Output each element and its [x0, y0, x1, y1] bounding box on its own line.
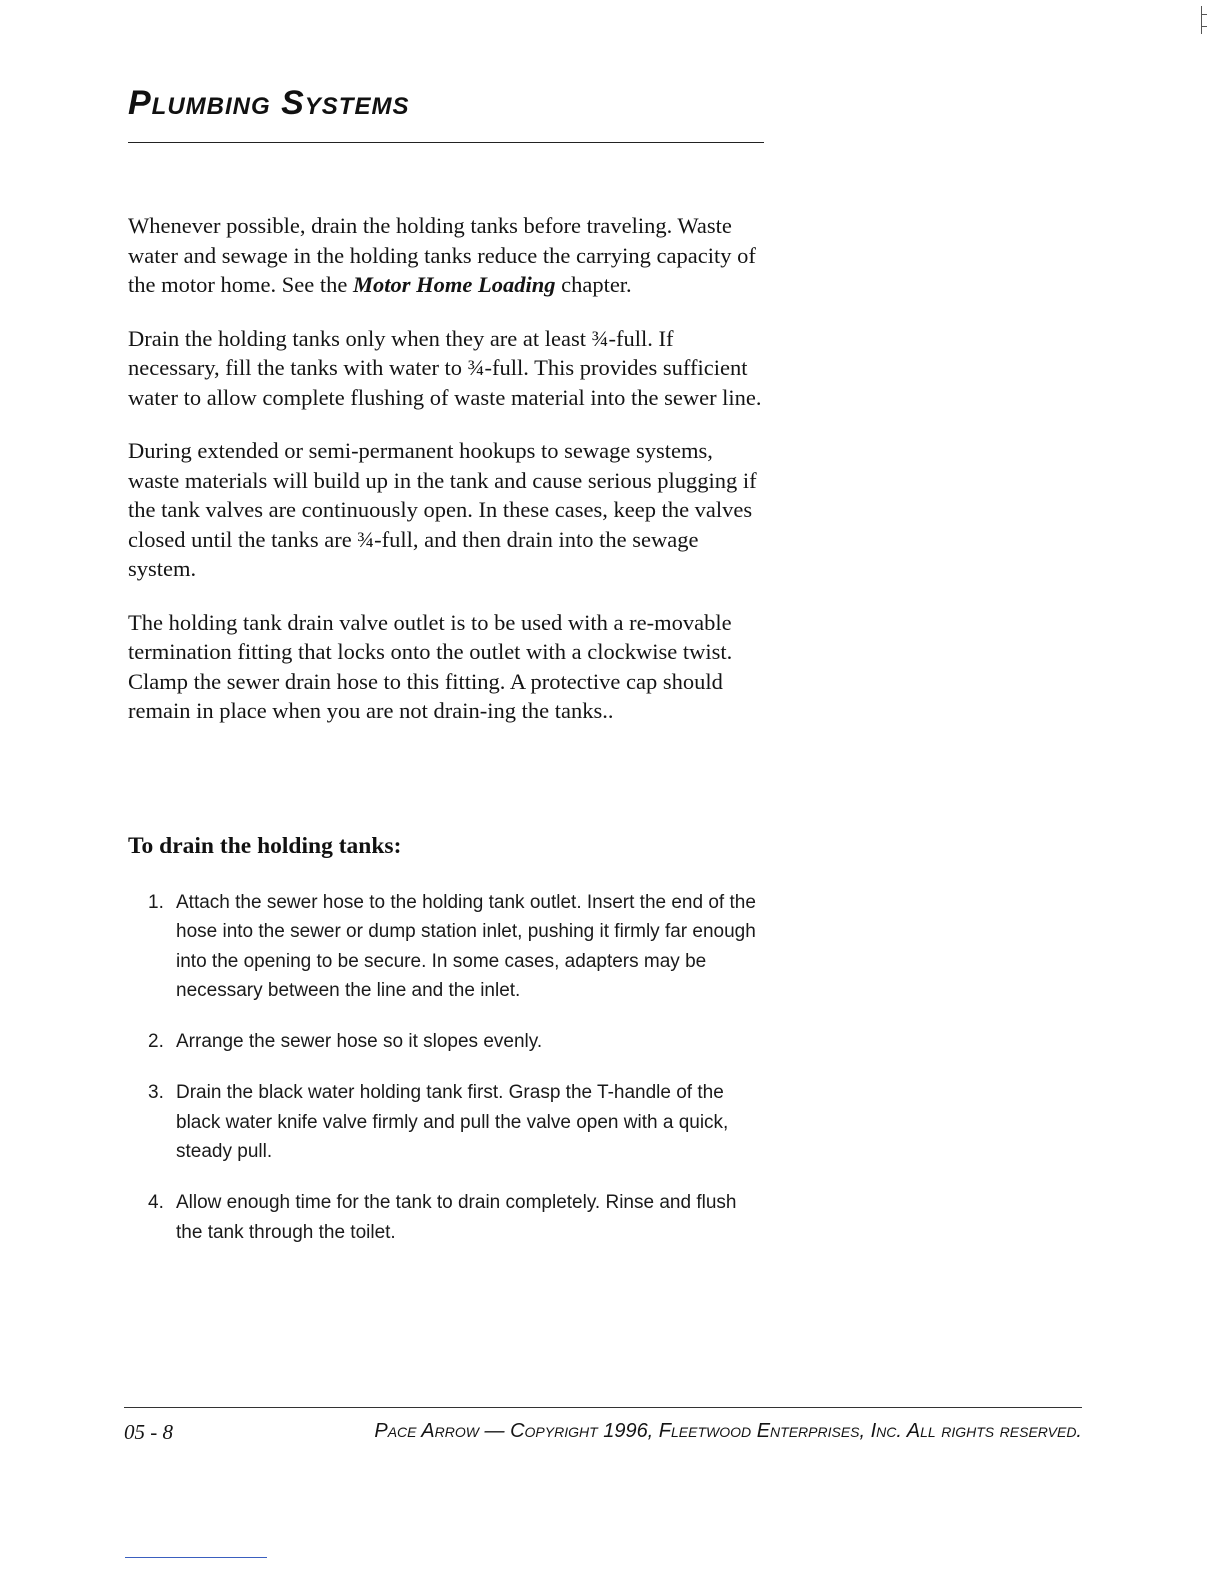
step-text: Attach the sewer hose to the holding tank outlet. Insert the end of the hose into the sewer or dump station inlet, pushing it firmly far enough into the opening to be secure. In some cases, adapters may be necessary between the line and the inlet. [176, 892, 756, 1001]
paragraph-drain-level: Drain the holding tanks only when they are at least ¾-full. If necessary, fill the tanks with water to ¾-full. This provides sufficient water to allow complete flushing of waste material into the sewer line. [128, 325, 762, 410]
step-text: Drain the black water holding tank first. Grasp the T-handle of the black water knife valve firmly and pull the valve open with a quick, steady pull. [176, 1082, 729, 1163]
step-text: Allow enough time for the tank to drain completely. Rinse and flush the tank through the toilet. [176, 1192, 737, 1243]
paragraph-loading [128, 211, 768, 300]
step-number: 2. [148, 1031, 164, 1053]
edge-crop-tick [1201, 26, 1207, 27]
paragraph-loading-end: chapter. [555, 272, 632, 297]
copyright-notice: Pace Arrow — Copyright 1996, Fleetwood Enterprises, Inc. All rights reserved. [374, 1420, 1082, 1442]
procedure-steps [148, 888, 768, 1269]
procedure-heading: To drain the holding tanks: [128, 833, 402, 859]
step-item [148, 1078, 768, 1166]
step-text: Arrange the sewer hose so it slopes evenly. [176, 1031, 543, 1053]
scan-artifact-line [125, 1557, 267, 1558]
paragraph-drain-valve: The holding tank drain valve outlet is to be used with a re-movable termination fitting that locks onto the outlet with a clockwise twist. Clamp the sewer drain hose to this fitting. A protective cap should remain in place when you are not drain-ing the tanks.. [128, 609, 733, 723]
title-rule [128, 142, 764, 143]
footer-rule [124, 1407, 1082, 1408]
step-number: 1. [148, 892, 164, 913]
step-item [148, 1027, 768, 1056]
page-number: 05 - 8 [124, 1420, 173, 1444]
body-text [128, 211, 768, 750]
chapter-reference: Motor Home Loading [352, 272, 556, 297]
edge-crop-tick [1201, 14, 1207, 15]
section-title: Plumbing Systems [128, 84, 410, 122]
step-number: 4. [148, 1192, 164, 1214]
step-item [148, 888, 768, 1005]
step-item [148, 1188, 768, 1247]
paragraph-hookups: During extended or semi-permanent hookups to sewage systems, waste materials will build up in the tank and cause serious plugging if the tank valves are continuously open. In these cases, keep the valves closed until the tanks are ¾-full, and then drain into the sewage system. [128, 438, 757, 581]
edge-crop-mark [1201, 6, 1210, 34]
step-number: 3. [148, 1082, 164, 1104]
paragraph-loading-text: Whenever possible, drain the holding tanks before traveling. Waste water and sewage in the holding tanks reduce the carrying capacity of the motor home. See the [128, 213, 756, 297]
